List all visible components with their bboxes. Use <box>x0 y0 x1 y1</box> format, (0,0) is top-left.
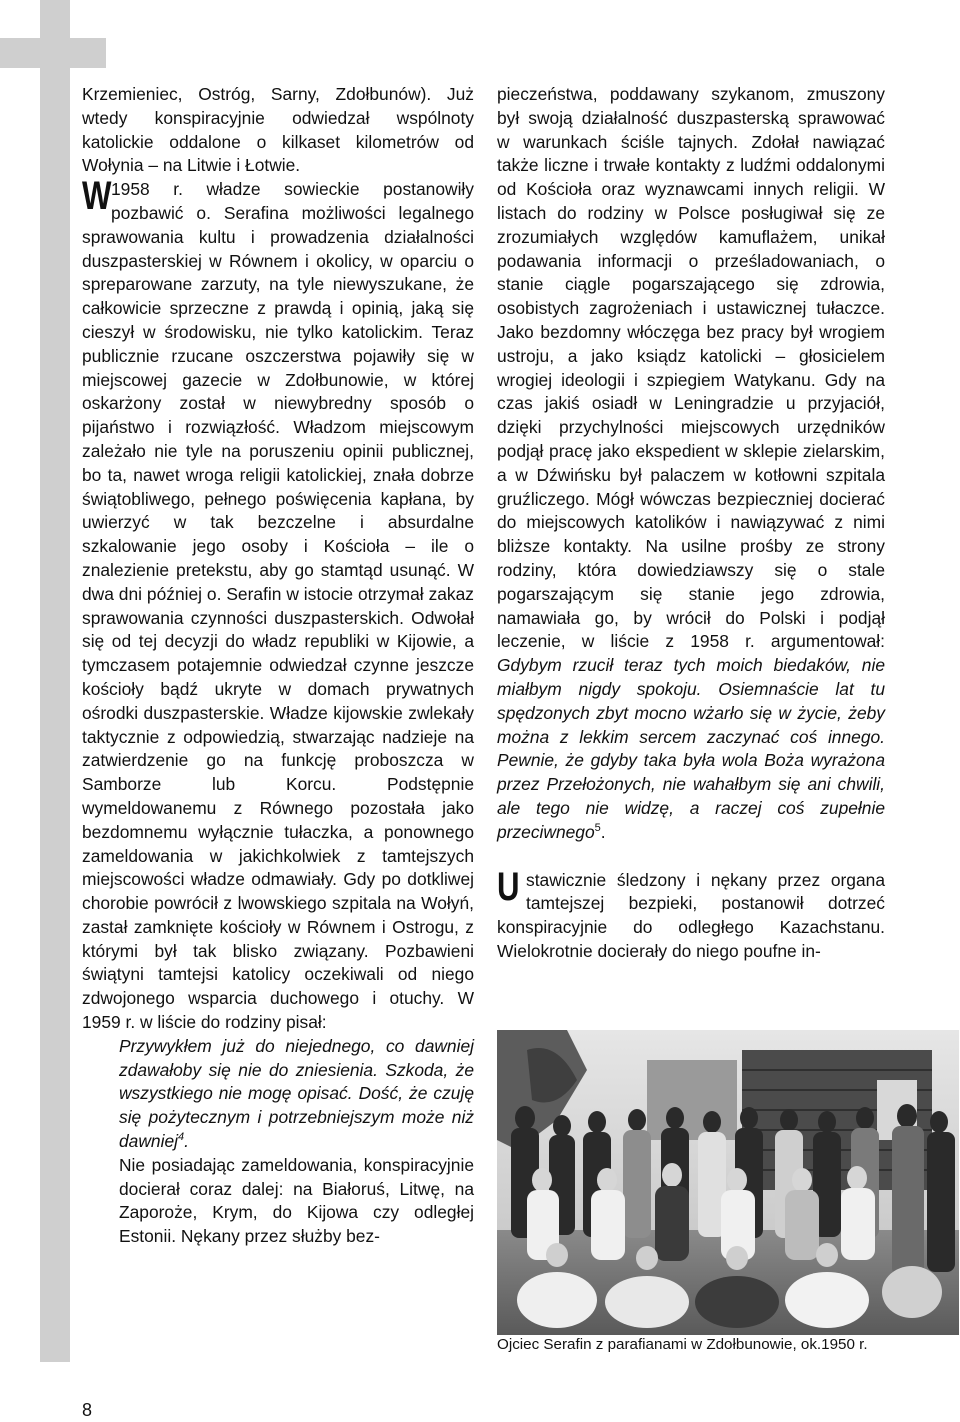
right-column <box>497 83 885 964</box>
left-column <box>82 83 474 1249</box>
photo-caption: Ojciec Serafin z parafianami w Zdołbunowie, ok.1950 r. <box>497 1336 868 1353</box>
paragraph: Krzemieniec, Ostróg, Sarny, Zdołbunów). Już wtedy konspiracyjnie odwiedzał wspólnoty katolickie oddalone o kilkaset kilometrów od Wołynia – na Litwie i Łotwie. <box>82 84 474 176</box>
quote-text: Gdybym rzucił teraz tych moich biedaków, nie miałbym nigdy spokoju. Osiemnaście lat tu spędzonych zbyt mocno wżarło się w życie, żeby można z lekkim sercem zaczynać coś innego. Pewnie, że gdyby taka była wola Boża wyrażona przez Przełożonych, nie wahałbym się ani chwili, ale tego nie widzę, a raczej coś zupełnie przeciwnego <box>497 655 885 842</box>
paragraph-with-dropcap <box>497 864 885 964</box>
paragraph-text: 1958 r. władze sowieckie postanowiły pozbawić o. Serafina możliwości legalnego sprawowania kultu i prowadzenia działalności duszpasterskiej w Równem i okolicy, w oparciu o spreparowane zarzuty, na tyle niewyszukane, że całkowicie sprzeczne z prawdą i opinią, jaką się cieszył w środowisku, nie tylko katolickim. Teraz publicznie rzucane oszczerstwa pojawiły się w miejscowej gazecie w Zdołbunowie, w której oskarżony został w niewybredny sposób o pijaństwo i rozwiązłość. Władzom miejscowym zależało nie tyle na poruszeniu opinii publicznej, bo ta, nawet wroga religii katolickiej, znała dobrze świątobliwego, pełnego poświęcenia kapłana, by uwierzyć w tak bezczelne i absurdalne szkalowanie jego osoby i Kościoła – ile o znalezienie pretekstu, aby go stamtąd usunąć. W dwa dni później o. Serafin w istocie otrzymał zakaz sprawowania czynności duszpasterskich. Odwołał się od tej decyzji do władz republiki w Kijowie, a tymczasem potajemnie odwiedzał czynne jeszcze kościoły bądź ukryte w domach prywatnych ośrodki duszpasterskie. Władze kijowskie zwlekały taktycznie z odpowiedzią, stwarzając nadzieje na zatwierdzenie go na funkcję proboszcza w Samborze lub Korcu. Podstępnie wymeldowanemu z Równego pozostała jako bezdomnemu wyłącznie tułaczka, a ponownego zameldowania w jakichkolwiek z tamtejszych miejscowości władze odmawiały. Gdy po dotkliwej chorobie powrócił z lwowskiego szpitala na Wołyń, zastał zamknięte kościoły w Równem i Ostrogu, z którymi był tak blisko związany. Pozbawieni świątyni tamtejsi katolicy oczekiwali od niego zdwojonego wsparcia duchowego i otuchy. W 1959 r. w liście do rodziny pisał: <box>82 179 474 1033</box>
paragraph-text: pieczeństwa, poddawany szykanom, zmuszony był swoją działalność duszpasterską sprawować w warunkach ściśle tajnych. Zdołał nawiązać także liczne i trwałe kontakty z ludźmi oddalonymi od Kościoła oraz wyznawcami innych religii. W listach do rodziny w Polsce posługiwał się ze zrozumiałych względów kamuflażem, unikał podawania informacji o prześladowaniach, o stanie ciągle pogarszającego się zdrowia, osobistych zagrożeniach i ustawicznej tułaczce. Jako bezdomny włóczęga bez pracy był wrogiem ustroju, a jako ksiądz katolicki – głosicielem wrogiej ideologii i szpiegiem Watykanu. Gdy na czas jakiś osiadł w Leningradzie u przyjaciół, dzięki przychylności miejscowych urzędników podjął pracę jako ekspedient w sklepie zielarskim, a w Dźwińsku był palaczem w kotłowni szpitala gruźliczego. Mógł wówczas bezpieczniej docierać do miejscowych katolików i nawiązywać z nimi bliższe kontakty. Na usilne prośby ze strony rodziny, która dowiedziawszy się o stale pogarszającym się stanie jego zdrowia, namawiała go, by wrócił do Polski i podjął leczenie, w liście z 1958 r. argumentował: <box>497 84 885 652</box>
paragraph: Nie posiadając zameldowania, konspiracyjnie docierał coraz dalej: na Białoruś, Litwę, na Zaporoże, Krym, do Kijowa czy odległej Estonii. Nękany przez służby bez- <box>119 1154 474 1247</box>
drop-cap: U <box>497 864 520 909</box>
decorative-cross-horizontal <box>0 38 106 68</box>
footnote-ref: 4 <box>177 1131 185 1144</box>
drop-cap: W <box>82 174 112 219</box>
paragraph-with-quote <box>497 83 885 845</box>
letter-quote <box>82 1035 474 1154</box>
page-number: 8 <box>82 1400 93 1420</box>
quote-text: Przywykłem już do niejednego, co dawniej zdawałoby się nie do zniesienia. Szkoda, że wszystkiego nie mogę opisać. Dość, że czuję się pożytecznym i potrzebniejszym może niż dawniej <box>119 1035 474 1152</box>
footnote-ref: 5 <box>594 821 601 834</box>
quote-end: . <box>184 1131 189 1152</box>
group-photo <box>497 1030 959 1335</box>
decorative-cross-vertical <box>40 0 70 1362</box>
paragraph-with-dropcap <box>82 174 474 1035</box>
photo-illustration <box>497 1030 959 1335</box>
quote-end: . <box>600 821 606 842</box>
paragraph-text: stawicznie śledzony i nękany przez organa tamtejszej bezpieki, postanowił dotrzeć konspiracyjnie do odległego Kazachstanu. Wielokrotnie docierały do niego poufne in- <box>497 869 885 961</box>
